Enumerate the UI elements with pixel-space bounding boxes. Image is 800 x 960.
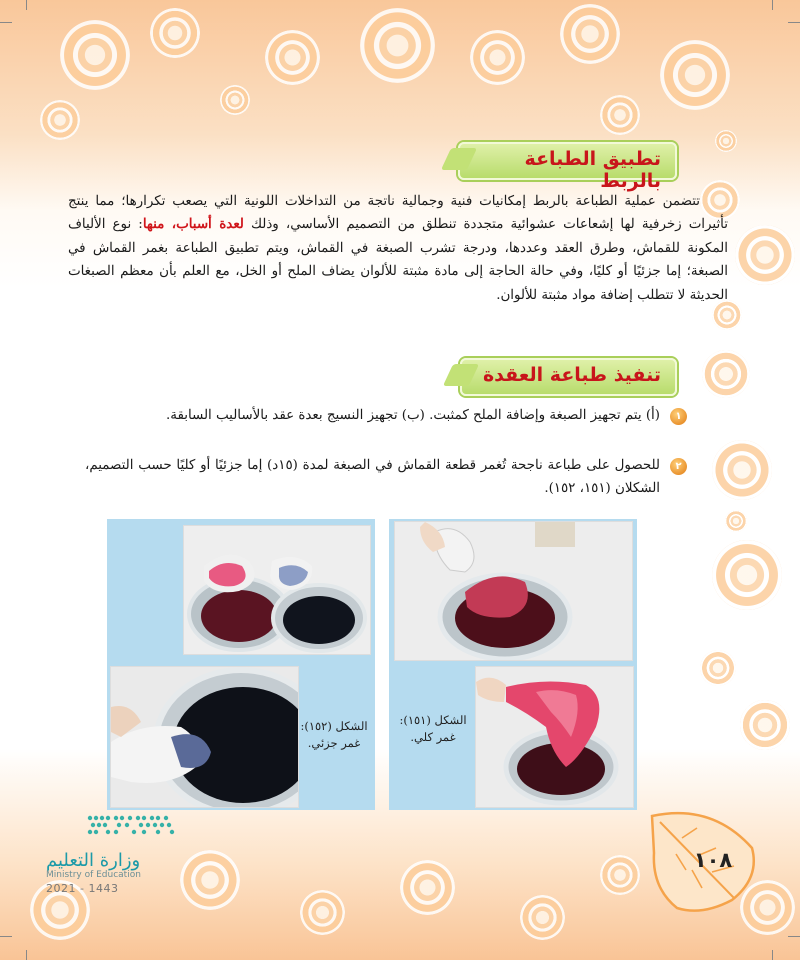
flower-decoration xyxy=(300,890,345,935)
photo-partial-dyeing xyxy=(110,666,299,808)
intro-paragraph xyxy=(68,190,728,307)
section-heading-tie-dye-application xyxy=(458,142,677,192)
heading-title: تنفيذ طباعة العقدة xyxy=(482,364,661,386)
step-1-text: (أ) يتم تجهيز الصبغة وإضافة الملح كمثبت. (ب) تجهيز النسيج بعدة عقد بالأساليب السابقة. xyxy=(166,408,660,423)
flower-decoration xyxy=(600,95,640,135)
flower-decoration xyxy=(725,510,747,532)
section-heading-knot-printing xyxy=(460,358,677,396)
flower-decoration xyxy=(660,40,730,110)
flower-decoration xyxy=(560,4,620,64)
intro-text-1: تتضمن عملية الطباعة بالربط إمكانيات فنية وجمالية ناتجة من التداخلات اللونية التي يصعب تكرارها؛ مما ينتج تأثيرات زخرفية لها إشعاعات عشوائية متجددة تنطلق من التصميم الأساسي، وذلك xyxy=(68,194,728,233)
flower-decoration xyxy=(400,860,455,915)
figure-151-title: الشكل (١٥١): xyxy=(399,713,467,727)
flower-decoration xyxy=(712,440,772,500)
ministry-name-english: Ministry of Education xyxy=(46,870,141,880)
flower-decoration xyxy=(40,100,80,140)
figure-151-caption xyxy=(392,712,474,746)
figure-152-caption xyxy=(296,718,372,752)
photo-hand-dipping-fabric xyxy=(394,521,633,661)
flower-decoration xyxy=(712,540,782,610)
crop-mark xyxy=(26,0,27,10)
photo-full-immersion xyxy=(475,666,634,808)
ministry-name-arabic: وزارة التعليم xyxy=(46,850,141,871)
ministry-of-education-logo-icon xyxy=(82,812,182,848)
figure-152-title: الشكل (١٥٢): xyxy=(300,719,368,733)
edition-year: 2021 - 1443 xyxy=(46,882,119,895)
flower-decoration xyxy=(702,350,750,398)
flower-decoration xyxy=(60,20,130,90)
page-number: ١٠٨ xyxy=(693,848,733,872)
heading-title: تطبيق الطباعة بالربط xyxy=(524,148,661,192)
flower-decoration xyxy=(740,700,790,750)
flower-decoration xyxy=(520,895,565,940)
flower-decoration xyxy=(715,130,737,152)
crop-mark xyxy=(772,0,773,10)
flower-decoration xyxy=(180,850,240,910)
flower-decoration xyxy=(150,8,200,58)
flower-decoration xyxy=(700,650,736,686)
photo-fabric-prep-two-bowls xyxy=(183,525,371,655)
figure-151-desc: غمر كلي. xyxy=(410,730,456,744)
heading-tail-decoration xyxy=(443,364,479,386)
step-2-text: للحصول على طباعة ناجحة تُغمر قطعة القماش في الصبغة لمدة (١٥د) إما جزئيًا أو كليًا حسب التصميم، الشكلان (١٥١، ١٥٢). xyxy=(85,458,661,496)
figure-152-desc: غمر جزئي. xyxy=(307,736,361,750)
flower-decoration xyxy=(360,8,435,83)
crop-mark xyxy=(26,950,27,960)
crop-mark xyxy=(788,936,800,937)
intro-text-2: : نوع الألياف المكونة للقماش، وطرق العقد وعددها، ودرجة تشرب الصبغة في القماش، ويتم تطبيق الطباعة بغمر القماش في الصبغة؛ إما جزئيًا أو كليًا، وفي حالة الحاجة إلى مادة مثبتة للألوان يضاف الملح أو الخل، مع العلم بأن معظم الصبغات الحديثة لا تتطلب إضافة مواد مثبتة للألوان. xyxy=(68,217,728,303)
crop-mark xyxy=(0,936,12,937)
step-number-badge: ٢ xyxy=(670,458,687,475)
crop-mark xyxy=(772,950,773,960)
crop-mark xyxy=(788,22,800,23)
crop-mark xyxy=(0,22,12,23)
flower-decoration xyxy=(600,855,640,895)
flower-decoration xyxy=(470,30,525,85)
flower-decoration xyxy=(220,85,250,115)
flower-decoration xyxy=(265,30,320,85)
step-number-badge: ١ xyxy=(670,408,687,425)
intro-highlight: لعدة أسباب، منها xyxy=(142,216,244,233)
flower-decoration xyxy=(735,225,795,285)
